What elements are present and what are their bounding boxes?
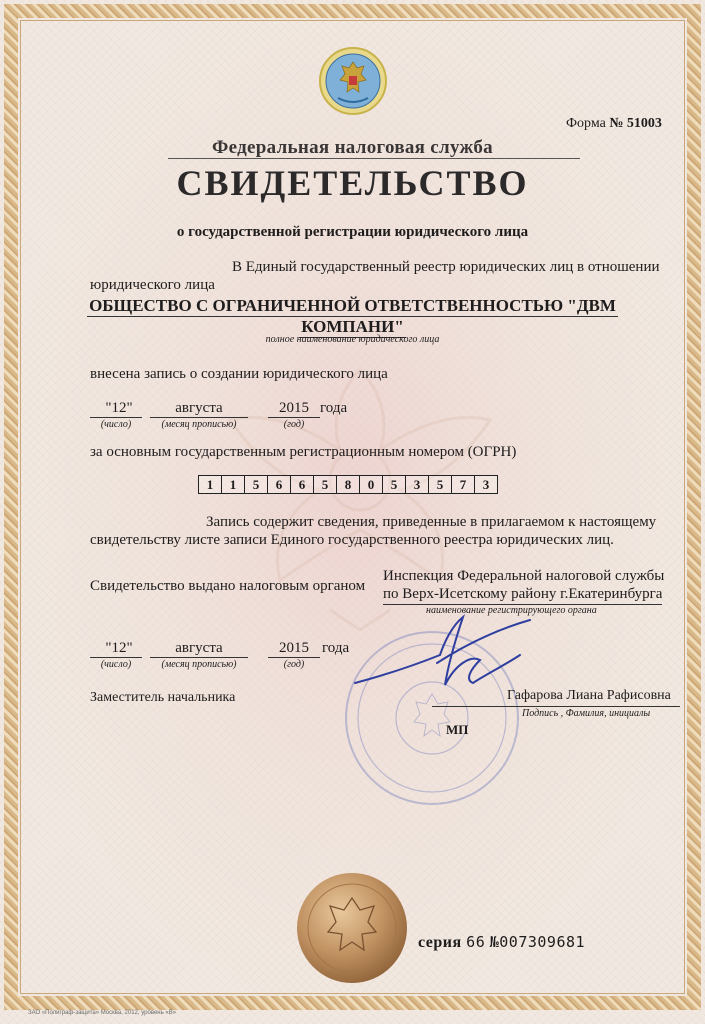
organization-name-hint: полное наименование юридического лица [265,334,440,345]
ogrn-digit: 5 [428,475,452,494]
intro-line-1: В Единый государственный реестр юридических лиц в отношении [232,259,660,275]
date2-day-hint: (число) [100,659,132,670]
hologram-seal [296,872,408,984]
signer-name: Гафарова Лиана Рафисовна [507,688,671,703]
date2-month-underline [150,657,248,658]
entry-text: внесена запись о создании юридического лица [90,366,388,382]
form-number: Форма № 51003 [566,116,662,131]
tax-service-emblem [318,46,388,116]
record-line-1: Запись содержит сведения, приведенные в прилагаемом к настоящему [206,514,657,530]
date2-year-hint: (год) [283,659,305,670]
ogrn-digit: 1 [198,475,222,494]
ogrn-digit: 5 [382,475,406,494]
date1-day: "12" [105,400,133,416]
date1-year-hint: (год) [283,419,305,430]
signature-hint: Подпись , Фамилия, инициалы [522,708,651,719]
date2-month: августа [175,640,223,656]
authority-line-1: Инспекция Федеральной налоговой службы [383,568,665,584]
date1-year: 2015 [279,400,309,416]
ogrn-number [199,475,498,494]
number-value: 007309681 [499,933,586,951]
service-name: Федеральная налоговая служба [212,137,493,158]
authority-line-2: по Верх-Исетскому району г.Екатеринбурга [383,586,662,605]
date1-month-hint: (месяц прописью) [161,419,237,430]
organization-name-line-1: ОБЩЕСТВО С ОГРАНИЧЕННОЙ ОТВЕТСТВЕННОСТЬЮ "ДВМ [89,296,616,315]
date1-day-underline [90,417,142,418]
document-title: СВИДЕТЕЛЬСТВО [176,163,529,203]
date1-month: августа [175,400,223,416]
date2-year-underline [268,657,320,658]
organization-name [0,296,705,338]
ogrn-text: за основным государственным регистрационным номером (ОГРН) [90,444,517,460]
ogrn-digit: 0 [359,475,383,494]
printer-footer: ЗАО «Полиграф-защита» Москва, 2012, уровень «В» [28,1010,177,1016]
ogrn-digit: 5 [313,475,337,494]
stamp-place-label: МП [446,722,469,737]
ogrn-digit: 5 [244,475,268,494]
serial-number [418,933,585,952]
date2-year-suffix: года [322,640,350,656]
signature-line [432,706,680,707]
date2-year: 2015 [279,640,309,656]
ogrn-digit: 6 [267,475,291,494]
ogrn-digit: 7 [451,475,475,494]
ogrn-digit: 3 [474,475,498,494]
series-value: 66 [466,933,486,951]
date2-day: "12" [105,640,133,656]
record-line-2: свидетельству листе записи Единого государственного реестра юридических лиц. [90,532,614,548]
date2-day-underline [90,657,142,658]
issued-by-label: Свидетельство выдано налоговым органом [90,578,366,594]
ogrn-digit: 1 [221,475,245,494]
ogrn-digit: 8 [336,475,360,494]
date1-month-underline [150,417,248,418]
date1-day-hint: (число) [100,419,132,430]
ogrn-digit: 3 [405,475,429,494]
date1-year-suffix: года [320,400,348,416]
ogrn-digit: 6 [290,475,314,494]
document-subtitle: о государственной регистрации юридического лица [176,224,529,240]
organization-name-line-2: КОМПАНИ" [301,317,404,336]
intro-line-2: юридического лица [90,277,215,293]
number-label: № [489,933,500,951]
authority-hint: наименование регистрирующего органа [426,605,597,616]
date2-month-hint: (месяц прописью) [161,659,237,670]
date1-year-underline [268,417,320,418]
series-label: серия [418,934,462,951]
signer-position: Заместитель начальника [90,690,236,705]
